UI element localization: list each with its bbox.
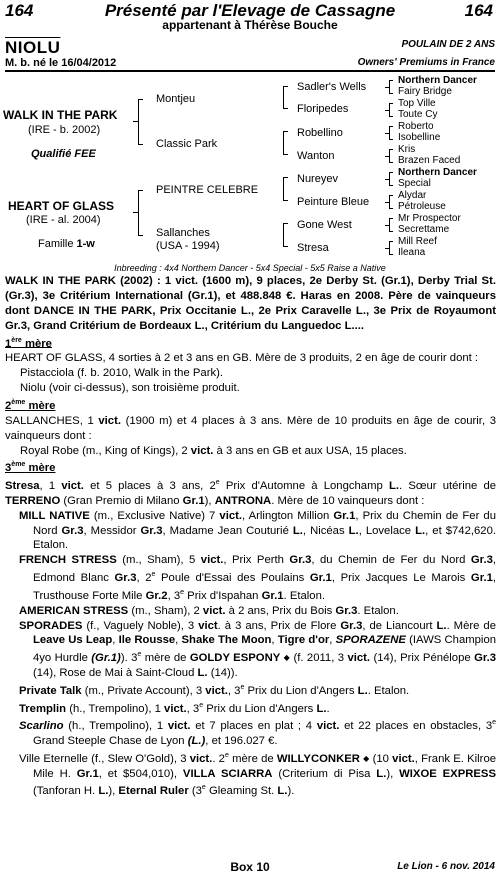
horse-bar	[5, 38, 495, 72]
first-dam-item-2: Niolu (voir ci-dessus), son troisième produit.	[20, 382, 240, 395]
section-first-dam: 1ère mère	[5, 336, 52, 350]
sire-name: WALK IN THE PARK	[3, 108, 118, 122]
dam-name: HEART OF GLASS	[8, 199, 115, 213]
gen4-pair-3: Roberto Isobelline	[398, 121, 441, 143]
gen4-pair-7: Mr Prospector Secrettame	[398, 213, 461, 235]
gen4-pair-2: Top Ville Toute Cy	[398, 98, 438, 120]
sire-info: (IRE - b. 2002)	[28, 124, 101, 136]
gen3-3: Robellino	[297, 127, 343, 139]
dam-info: (IRE - al. 2004)	[26, 214, 101, 226]
horse-description: POULAIN DE 2 ANS	[401, 39, 495, 50]
private-talk: Private Talk (m., Private Account), 3 vict., 3e Prix du Lion d'Angers L.. Etalon.	[19, 683, 410, 697]
gen3-6: Peinture Bleue	[297, 196, 370, 208]
third-dam-text: Stresa, 1 vict. et 5 places à 3 ans, 2e Prix d'Automne à Longchamp L.. Sœur utérine de TERRENO (Gran Premio di Milano Gr.1), ANTRONA. Mère de 10 vainqueurs dont :	[5, 479, 497, 507]
tremplin: Tremplin (h., Trempolino), 1 vict., 3e Prix du Lion d'Angers L..	[19, 701, 330, 715]
lot-number-right: 164	[464, 1, 493, 20]
section-third-dam: 3ème mère	[5, 461, 56, 475]
sire-dam: Classic Park	[156, 138, 218, 150]
american-stress: AMERICAN STRESS (m., Sham), 2 vict. à 2 ans, Prix du Bois Gr.3. Etalon.	[19, 604, 399, 617]
french-stress: FRENCH STRESS (m., Sham), 5 vict., Prix Perth Gr.3, du Chemin de Fer du Nord Gr.3, Edmond Blanc Gr.3, 2e Poule d'Essai des Poulains Gr.1, Prix Jacques Le Marois Gr.1, Trusthouse Forte Mile Gr.2, 3e Prix d'Ispahan Gr.1. Etalon.	[19, 554, 497, 602]
horse-birth: M. b. né le 16/04/2012	[5, 57, 117, 69]
gen4-pair-1: Northern Dancer Fairy Bridge	[398, 75, 477, 97]
sire-note: Qualifié FEE	[31, 148, 96, 160]
mill-native: MILL NATIVE (m., Exclusive Native) 7 vict., Arlington Million Gr.1, Prix du Chemin de Fer du Nord Gr.3, Messidor Gr.3, Madame Jean Couturié L., Nicéas L., Lovelace L., et $742,620. Etalon.	[19, 509, 496, 552]
dam-family: Famille 1-w	[38, 238, 95, 250]
sire-sire: Montjeu	[156, 93, 196, 105]
gen3-5: Nureyev	[297, 173, 338, 185]
gen3-7: Gone West	[297, 219, 352, 231]
gen3-2: Floripedes	[297, 103, 349, 115]
gen4-pair-4: Kris Brazen Faced	[398, 144, 461, 166]
page-footer	[0, 860, 500, 878]
horse-name: NIOLU	[5, 38, 61, 57]
gen3-8: Stresa	[297, 242, 329, 254]
second-dam-item-1: Royal Robe (m., King of Kings), 2 vict. à 3 ans en GB et aux USA, 15 places.	[20, 444, 407, 457]
gen3-4: Wanton	[297, 150, 335, 162]
dam-dam-info: (USA - 1994)	[156, 240, 220, 252]
section-second-dam: 2ème mère	[5, 399, 56, 412]
sporades: SPORADES (f., Vaguely Noble), 3 vict. à 3 ans, Prix de Flore Gr.3, de Liancourt L.. Mère de Leave Us Leap, Ile Rousse, Shake The Moon, Tigre d'or, SPORAZENE (IAWS Champion 4yo Hurdle (Gr.1)). 3e mère de GOLDY ESPONY ◆ (f. 2011, 3 vict. (14), Prix Pénélope Gr.3 (14), Rose de Mai à Saint-Cloud L. (14)).	[19, 619, 497, 680]
dam-dam: Sallanches	[156, 227, 210, 239]
inbreeding-line: Inbreeding : 4x4 Northern Dancer - 5x4 Special - 5x5 Raise a Native	[114, 263, 386, 273]
ville-eternelle: Ville Eternelle (f., Slew O'Gold), 3 vict.. 2e mère de WILLYCONKER ◆ (10 vict., Frank E. Kilroe Mile H. Gr.1, et $504,010), VILLA SCIARRA (Criterium di Pisa L.), WIXOE EXPRESS (Tanforan H. L.), Eternal Ruler (3e Gleaming St. L.).	[19, 751, 497, 798]
pedigree-table	[0, 72, 500, 260]
dam-sire: PEINTRE CELEBRE	[156, 184, 259, 196]
page-header	[0, 0, 500, 34]
gen4-pair-5: Northern Dancer Special	[398, 167, 477, 189]
owner-line: appartenant à Thérèse Bouche	[162, 18, 338, 32]
performance-text	[5, 274, 496, 799]
second-dam-text: SALLANCHES, 1 vict. (1900 m) et 4 places à 3 ans. Mère de 10 produits en âge de courir, 3 vainqueurs dont :	[5, 414, 496, 442]
gen3-1: Sadler's Wells	[297, 81, 367, 93]
gen4-pair-8: Mill Reef Ileana	[398, 236, 437, 258]
box-number: Box 10	[230, 860, 270, 874]
sale-date: Le Lion - 6 nov. 2014	[397, 861, 495, 872]
scarlino: Scarlino (h., Trempolino), 1 vict. et 7 places en plat ; 4 vict. et 22 places en obstacles, 3e Grand Steeple Chase de Lyon (L.), et 196.027 €.	[19, 719, 497, 747]
first-dam-item-1: Pistacciola (f. b. 2010, Walk in the Park).	[20, 367, 224, 380]
sire-record: WALK IN THE PARK (2002) : 1 vict. (1600 m), 9 places, 2e Derby St. (Gr.1), Derby Trial St. (Gr.3), 3e Critérium International (Gr.1), et 488.848 €. Haras en 2008. Père de vainqueurs dont DANCE IN THE PARK, Prix Occitanie L., 2e Prix Caravelle L., 3e Prix de Royaumont Gr.3, Grand Critérium de Bordeaux L., Critérium du Languedoc L....	[5, 275, 496, 332]
owners-premiums: Owners' Premiums in France	[357, 57, 495, 68]
first-dam-text: HEART OF GLASS, 4 sorties à 2 et 3 ans en GB. Mère de 3 produits, 2 en âge de courir dont :	[5, 352, 479, 365]
consignor-title: Présenté par l'Elevage de Cassagne	[104, 1, 396, 20]
lot-number-left: 164	[5, 1, 34, 20]
gen4-pair-6: Alydar Pétroleuse	[398, 190, 446, 212]
